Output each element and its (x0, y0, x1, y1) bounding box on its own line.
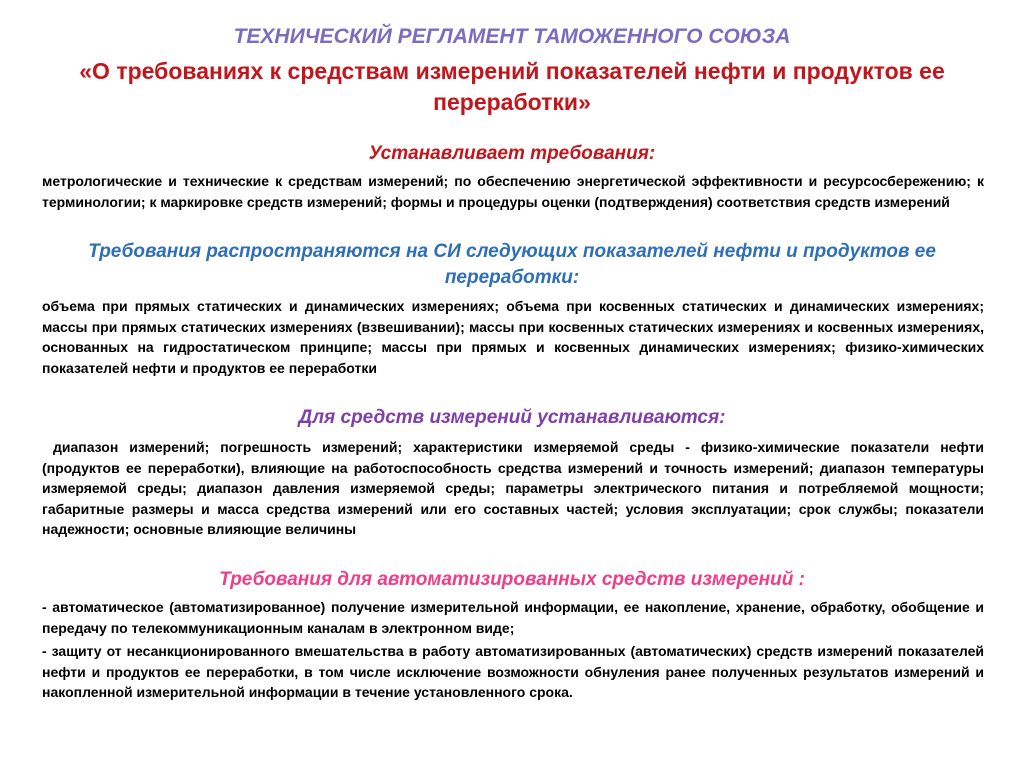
section-heading-automated: Требования для автоматизированных средств измерений : (219, 569, 805, 590)
section-heading-scope: Требования распространяются на СИ следующих показателей нефти и продуктов ее переработки: (88, 241, 936, 288)
regulation-subtitle: «О требованиях к средствам измерений показателей нефти и продуктов ее переработки» (79, 58, 945, 115)
section-text-characteristics: диапазон измерений; погрешность измерений; характеристики измеряемой среды - физико-химические показатели нефти (продуктов ее переработки), влияющие на работоспособность средства измерений и точность измерений; диапазон температуры измеряемой среды; диапазон давления измеряемой среды; параметры электрического питания и потребляемой мощности; габаритные размеры и масса средства измерений или его составных частей; условия эксплуатации; срок службы; показатели надежности; основные влияющие величины (42, 439, 988, 537)
section-heading-requirements: Устанавливает требования: (368, 143, 656, 164)
section-heading-characteristics: Для средств измерений устанавливаются: (298, 407, 726, 428)
regulation-title: ТЕХНИЧЕСКИЙ РЕГЛАМЕНТ ТАМОЖЕННОГО СОЮЗА (233, 25, 791, 48)
section-text-scope: объема при прямых статических и динамических измерениях; объема при косвенных статических и динамических измерениях; массы при прямых статических измерениях (взвешивании); массы при косвенных статических измерениях и косвенных измерениях, основанных на гидростатическом принципе; массы при прямых и косвенных динамических измерениях; физико-химических показателей нефти и продуктов ее переработки (42, 298, 984, 376)
automated-requirement-item: - автоматическое (автоматизированное) получение измерительной информации, ее накопление, хранение, обработку, обобщение и передачу по телекоммуникационным каналам в электронном виде; (42, 599, 984, 636)
section-text-requirements: метрологические и технические к средствам измерений; по обеспечению энергетической эффективности и ресурсосбережению; к терминологии; к маркировке средств измерений; формы и процедуры оценки (подтверждения) соответствия средств измерений (42, 173, 984, 210)
automated-requirement-item: - защиту от несанкционированного вмешательства в работу автоматизированных (автоматических) средств измерений показателей нефти и продуктов ее переработки, в том числе исключение возможности обнуления ранее полученных результатов измерений и накопленной измерительной информации в течение установленного срока. (42, 643, 984, 700)
